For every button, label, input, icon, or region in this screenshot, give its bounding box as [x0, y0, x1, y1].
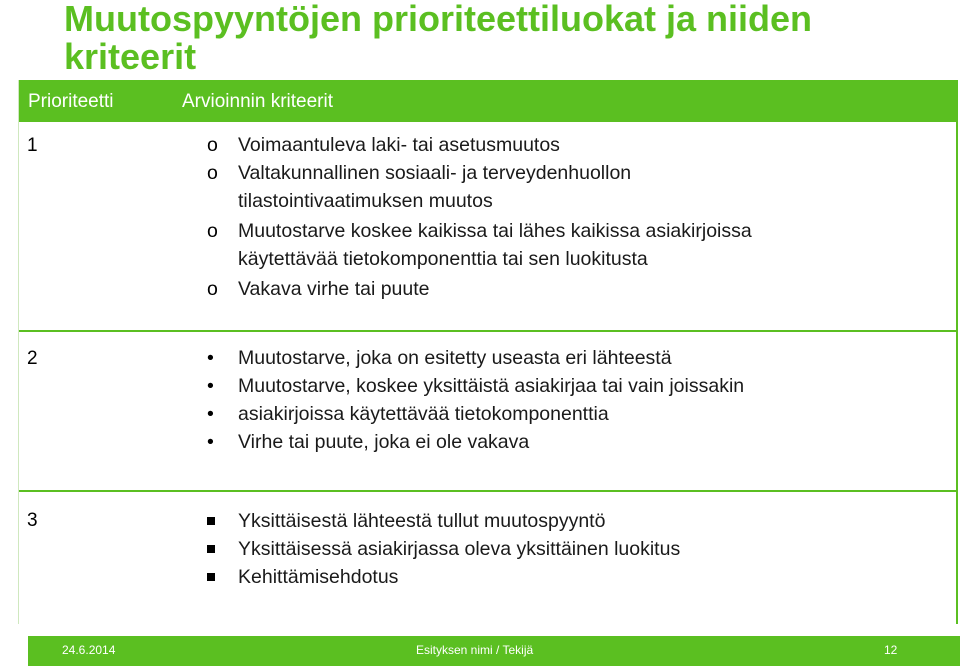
- criteria-text: Valtakunnallinen sosiaali- ja terveydenhuollon: [238, 162, 632, 184]
- table-header: [19, 80, 957, 122]
- table-row-priority-2: [19, 332, 957, 492]
- dot-bullet-icon: •: [207, 431, 214, 453]
- criteria-text: Vakava virhe tai puute: [238, 278, 430, 300]
- footer-page-number: 12: [884, 643, 898, 657]
- priority-table: [18, 80, 958, 624]
- circle-bullet-icon: o: [207, 278, 218, 300]
- table-row-priority-1: [19, 122, 957, 332]
- slide-footer: [28, 636, 960, 666]
- circle-bullet-icon: o: [207, 220, 218, 242]
- priority-number: 2: [27, 348, 38, 369]
- table-row-priority-3: [19, 492, 957, 624]
- criteria-text: Yksittäisestä lähteestä tullut muutospyyntö: [238, 510, 606, 532]
- criteria-text: Muutostarve, joka on esitetty useasta eri lähteestä: [238, 347, 672, 369]
- circle-bullet-icon: o: [207, 134, 218, 156]
- criteria-text: käytettävää tietokomponenttia tai sen luokitusta: [238, 248, 648, 270]
- header-criteria: Arvioinnin kriteerit: [182, 91, 333, 112]
- dot-bullet-icon: •: [207, 403, 214, 425]
- criteria-text: asiakirjoissa käytettävää tietokomponenttia: [238, 403, 609, 425]
- criteria-text: Voimaantuleva laki- tai asetusmuutos: [238, 134, 560, 156]
- square-bullet-icon: [207, 573, 215, 581]
- footer-presentation-name: Esityksen nimi / Tekijä: [416, 643, 534, 657]
- slide-title: Muutospyyntöjen prioriteettiluokat ja niiden kriteerit: [64, 0, 813, 77]
- criteria-text: Muutostarve koskee kaikissa tai lähes kaikissa asiakirjoissa: [238, 220, 752, 242]
- circle-bullet-icon: o: [207, 162, 218, 184]
- criteria-text: Virhe tai puute, joka ei ole vakava: [238, 431, 530, 453]
- square-bullet-icon: [207, 517, 215, 525]
- priority-number: 3: [27, 510, 38, 531]
- header-priority: Prioriteetti: [28, 91, 114, 112]
- criteria-text: Kehittämisehdotus: [238, 566, 399, 588]
- criteria-text: Muutostarve, koskee yksittäistä asiakirjaa tai vain joissakin: [238, 375, 745, 397]
- priority-number: 1: [27, 135, 38, 156]
- square-bullet-icon: [207, 545, 215, 553]
- footer-date: 24.6.2014: [62, 643, 116, 657]
- criteria-text: Yksittäisessä asiakirjassa oleva yksittäinen luokitus: [238, 538, 681, 560]
- dot-bullet-icon: •: [207, 375, 214, 397]
- dot-bullet-icon: •: [207, 347, 214, 369]
- criteria-text: tilastointivaatimuksen muutos: [238, 190, 493, 212]
